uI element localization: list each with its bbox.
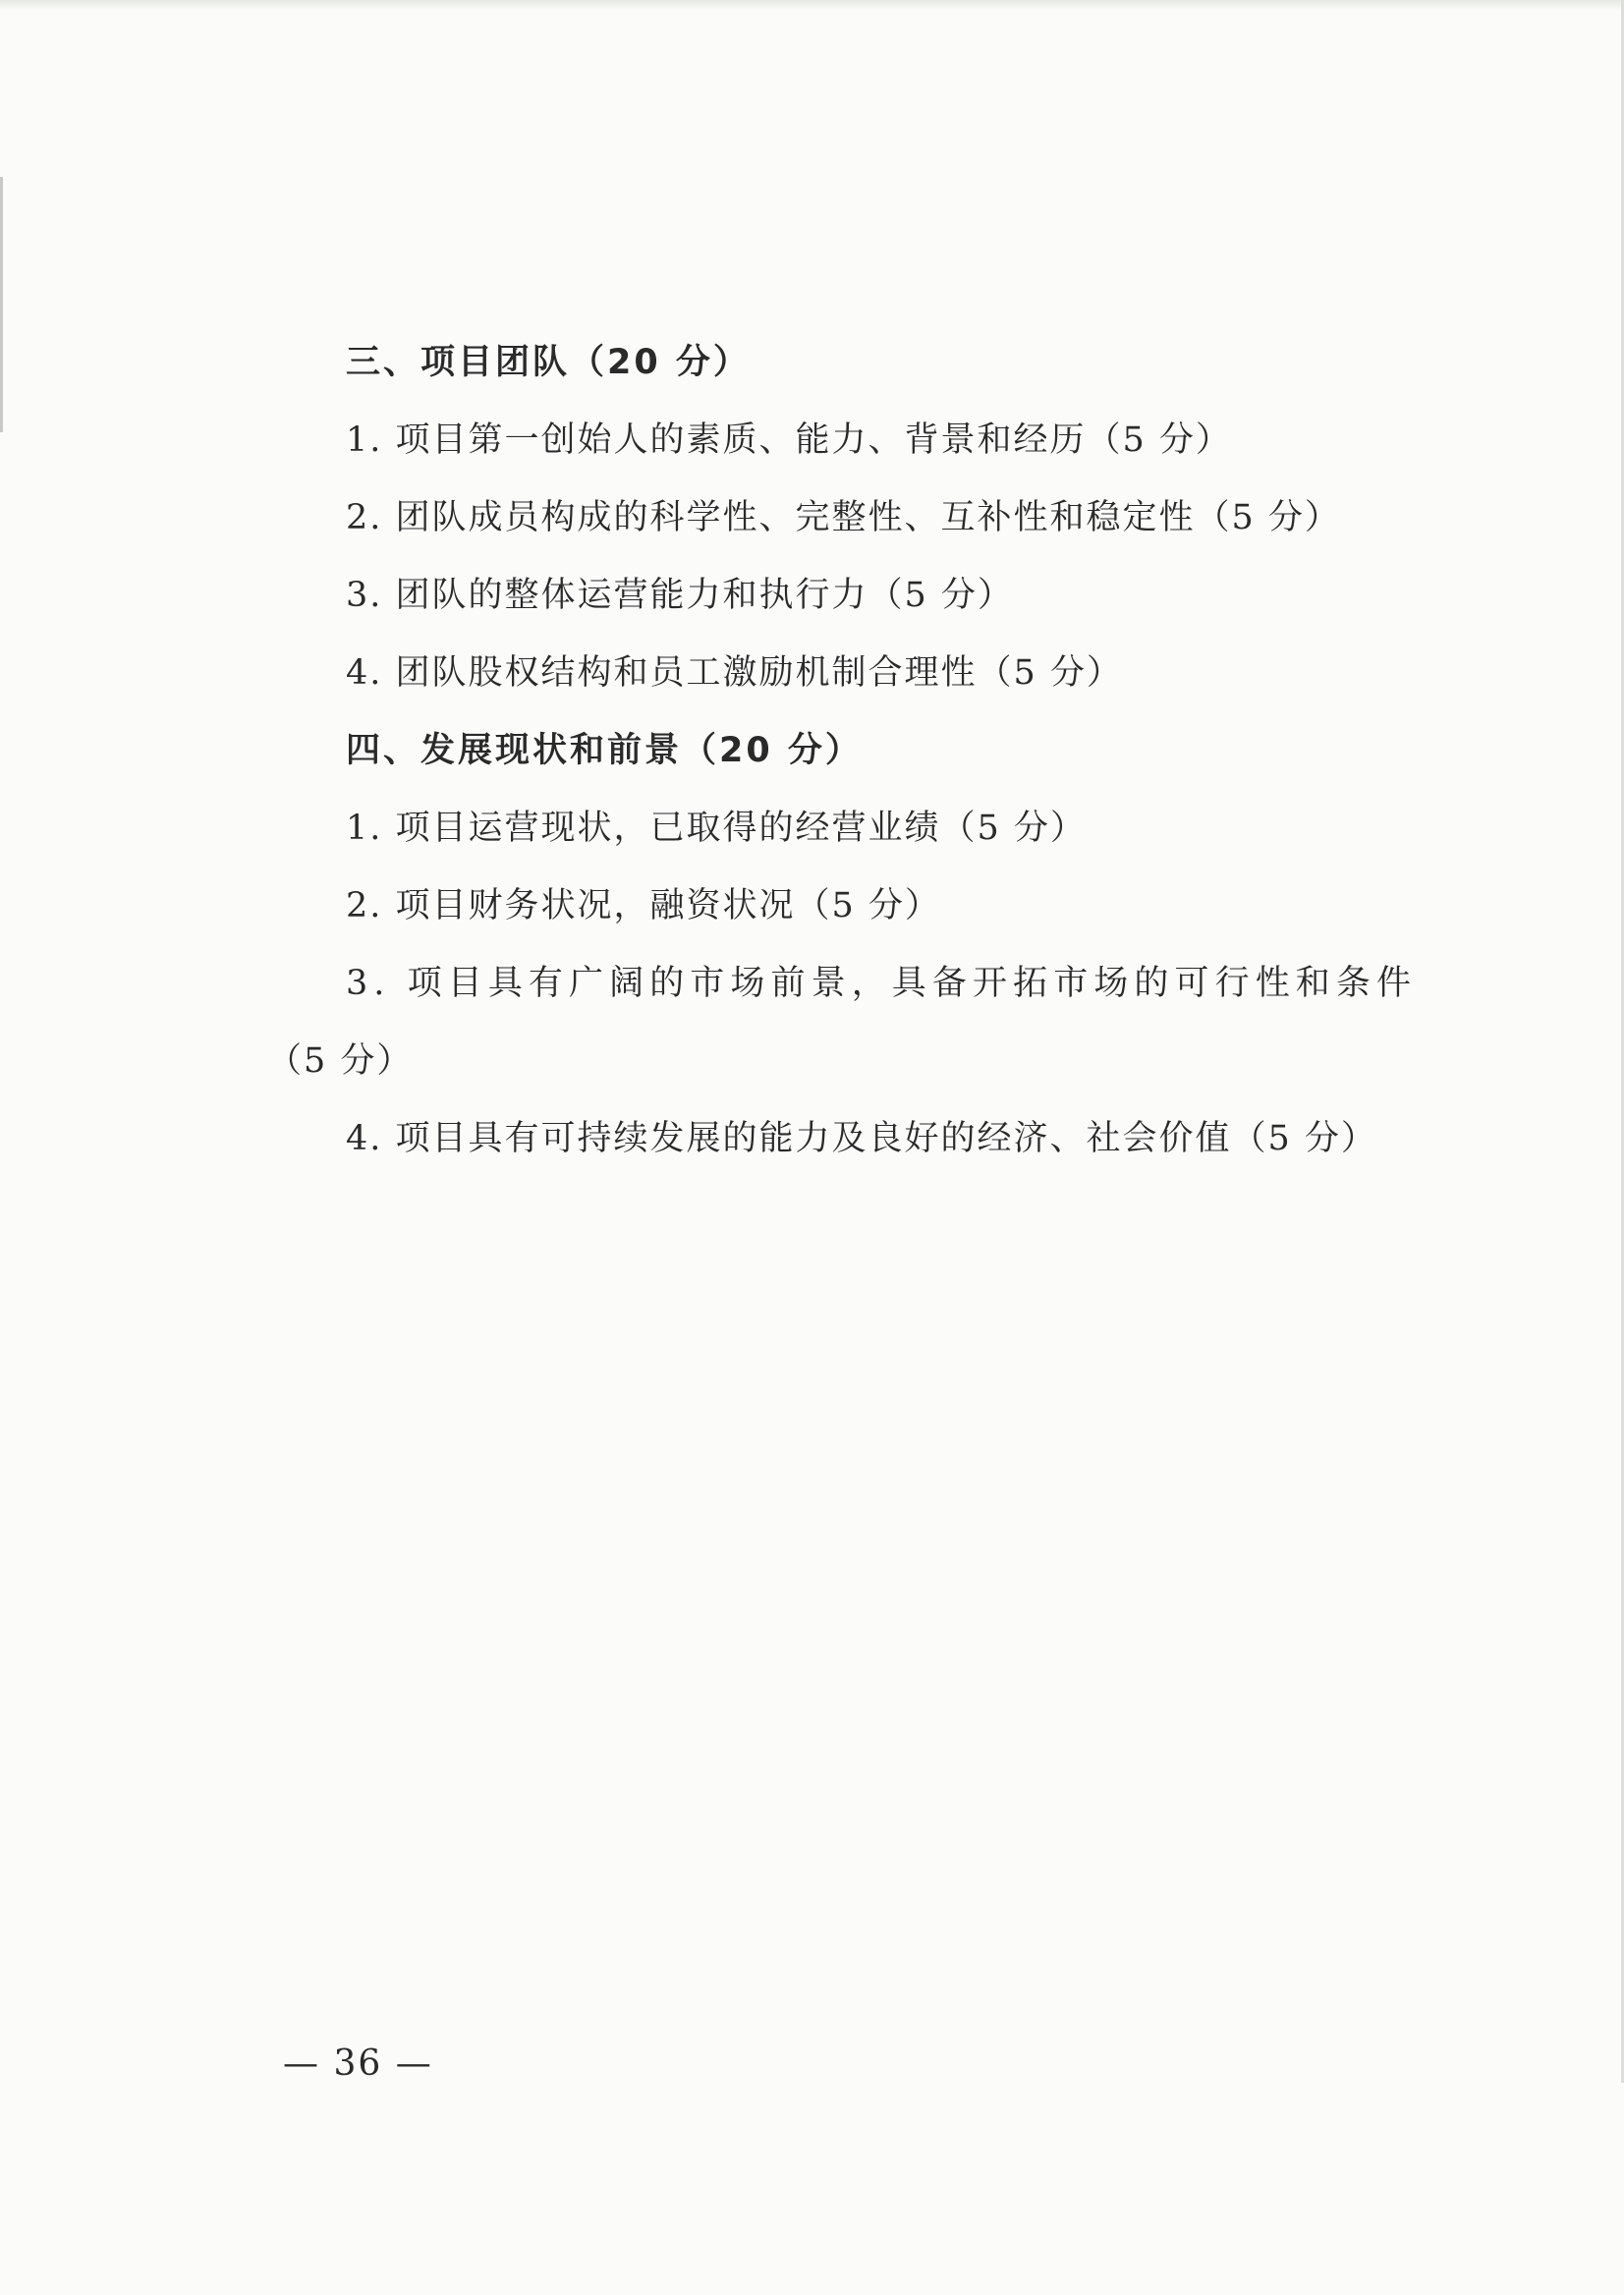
- page-number: — 36 —: [283, 2043, 433, 2084]
- document-content: [267, 324, 1417, 1178]
- section-3-item-1: 1. 项目第一创始人的素质、能力、背景和经历（5 分）: [346, 420, 1232, 460]
- section-3-heading: 三、项目团队（20 分）: [346, 343, 751, 382]
- section-3-item-3: 3. 团队的整体运营能力和执行力（5 分）: [346, 576, 1014, 615]
- section-4-heading: 四、发展现状和前景（20 分）: [346, 731, 863, 770]
- section-4-item-4: 4. 项目具有可持续发展的能力及良好的经济、社会价值（5 分）: [346, 1119, 1377, 1158]
- scan-left-edge: [0, 177, 3, 432]
- section-3-item-2: 2. 团队成员构成的科学性、完整性、互补性和稳定性（5 分）: [346, 498, 1341, 537]
- section-4-item-2: 2. 项目财务状况，融资状况（5 分）: [346, 886, 941, 925]
- scan-top-edge: [0, 0, 1624, 10]
- section-4-item-3-line-2: （5 分）: [267, 1041, 414, 1081]
- section-4-item-1: 1. 项目运营现状，已取得的经营业绩（5 分）: [346, 809, 1087, 848]
- section-4-item-3-line-1: 3. 项目具有广阔的市场前景，具备开拓市场的可行性和条件: [346, 964, 1417, 1003]
- section-3-item-4: 4. 团队股权结构和员工激励机制合理性（5 分）: [346, 653, 1123, 693]
